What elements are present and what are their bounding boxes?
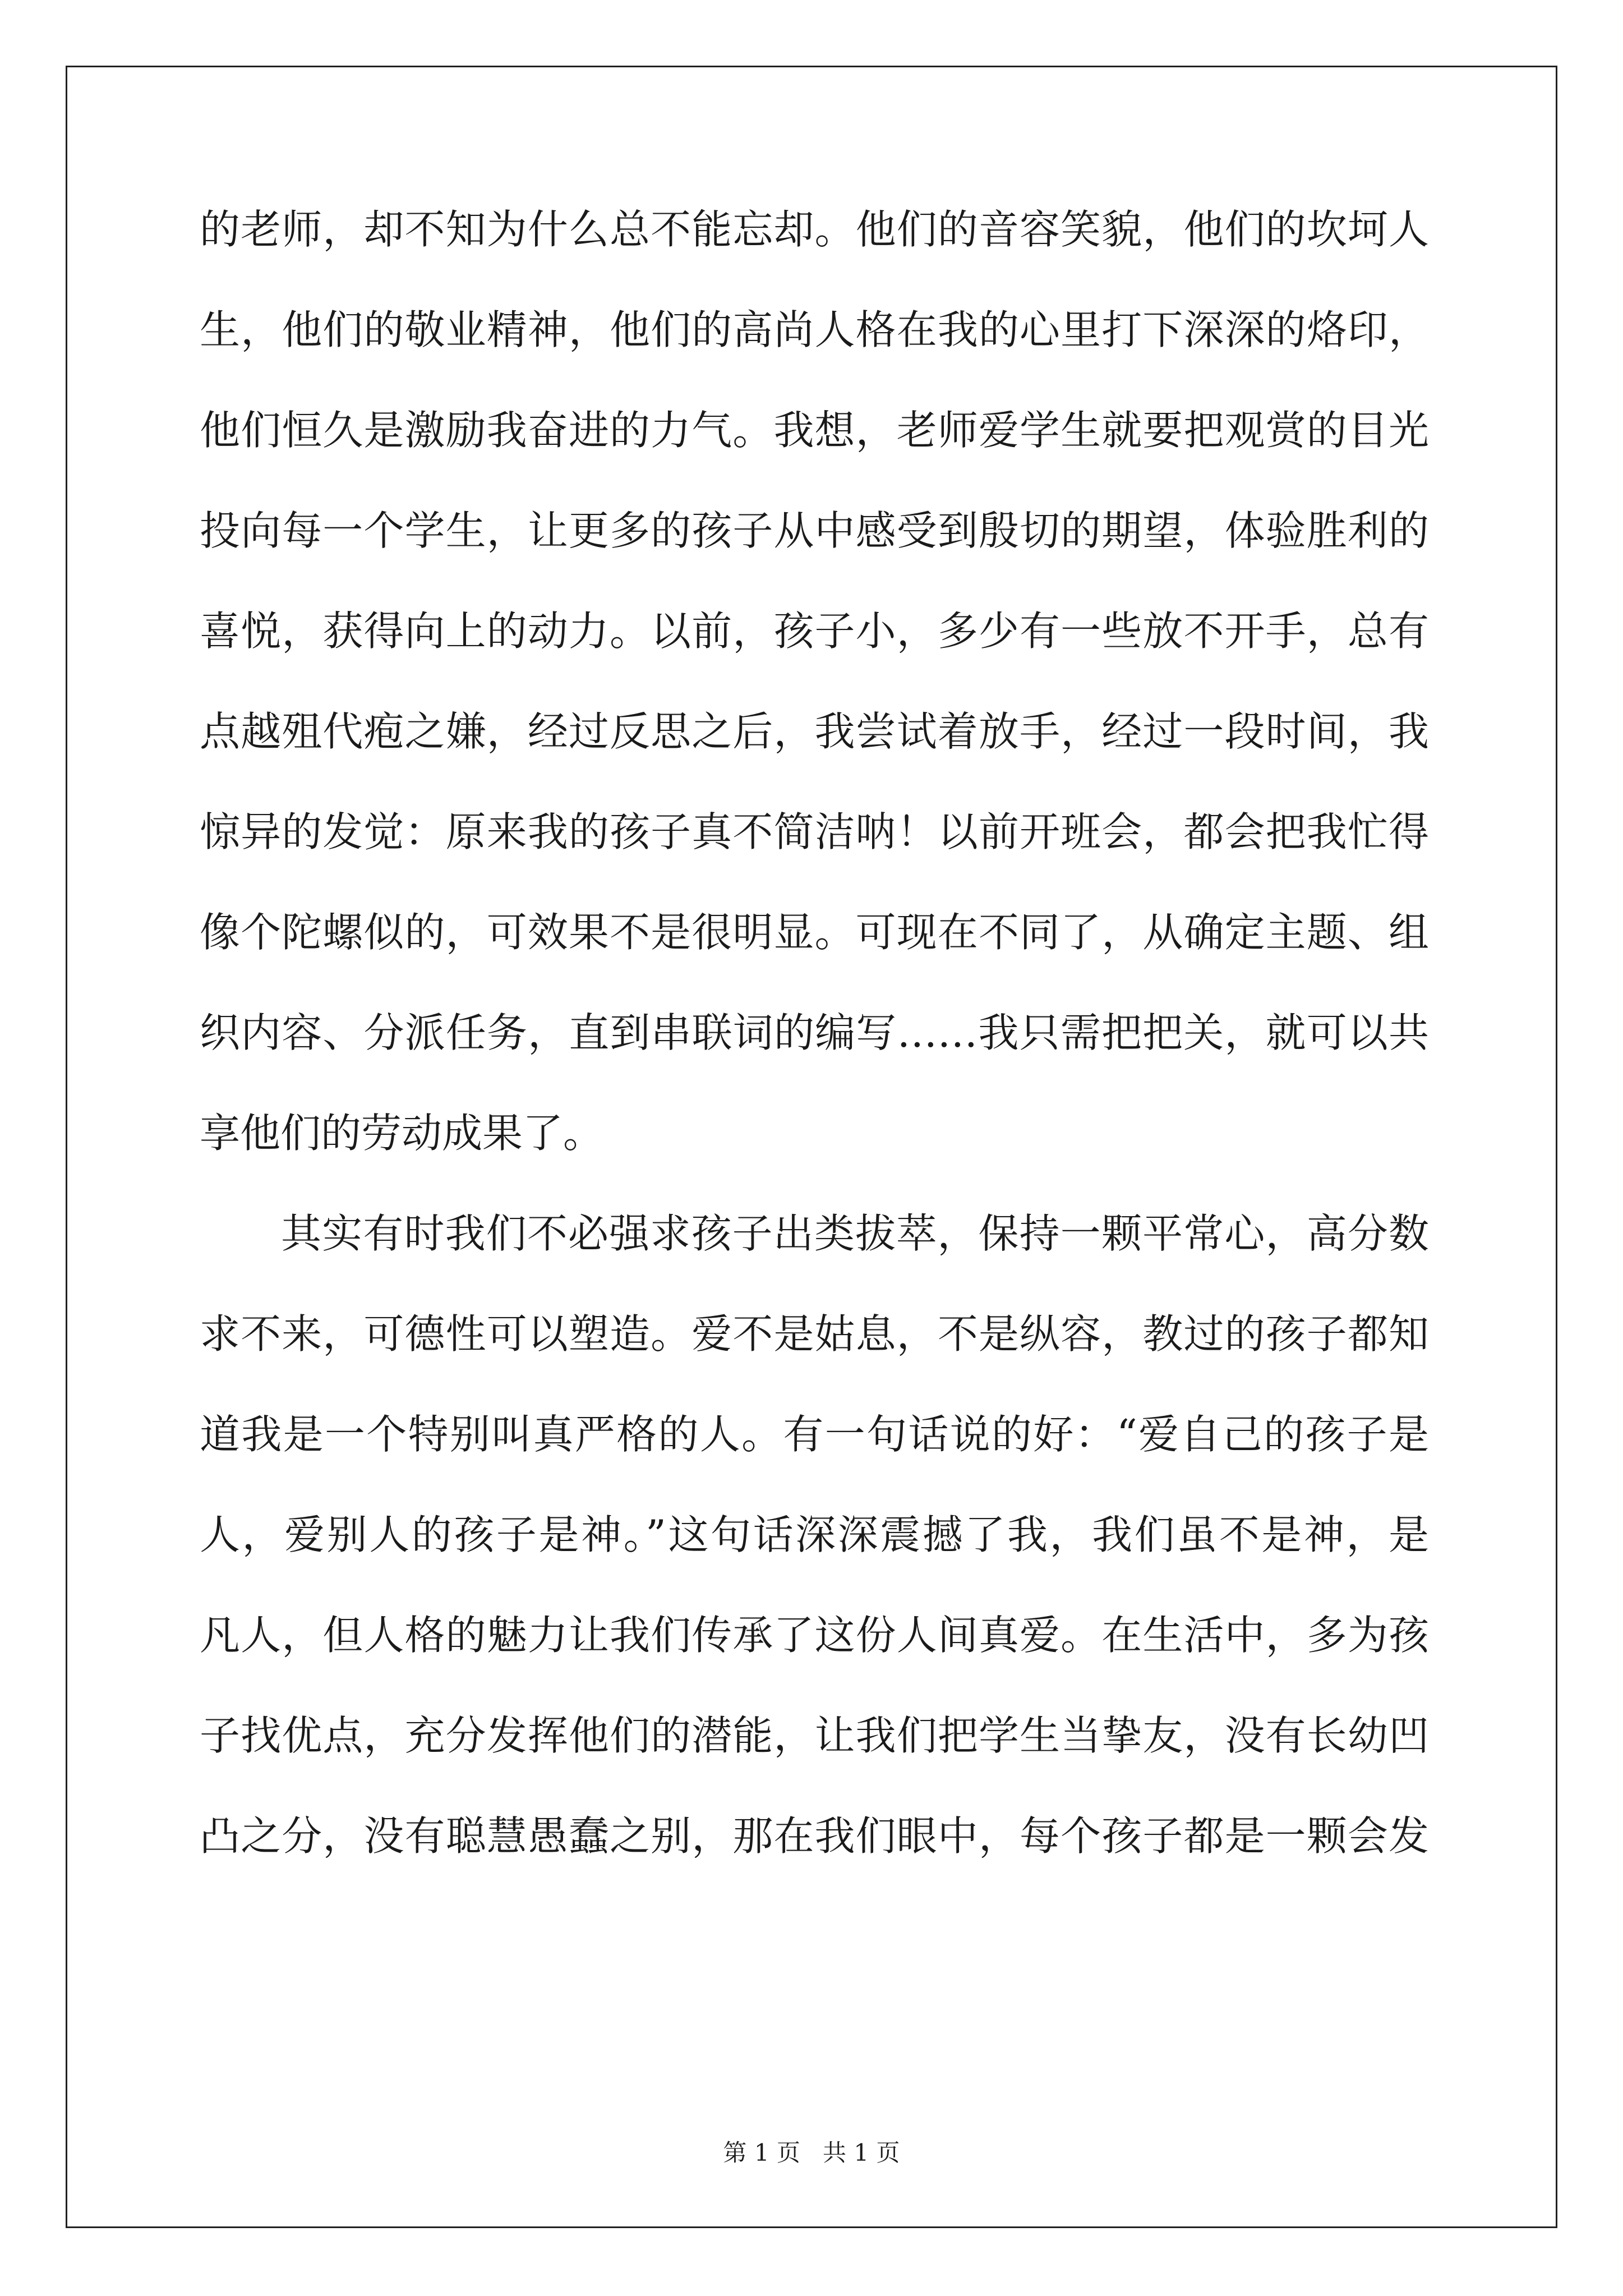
paragraph-end-line: 享他们的劳动成果了。	[200, 1110, 604, 1157]
text-line: 的老师，却不知为什么总不能忘却。他们的音容笑貌，他们的坎坷人	[200, 206, 1429, 253]
text-line: 织内容、分派任务，直到串联词的编写……我只需把把关，就可以共	[200, 1009, 1429, 1056]
text-line: 他们恒久是激励我奋进的力气。我想，老师爱学生就要把观赏的目光	[200, 407, 1429, 454]
text-line: 惊异的发觉：原来我的孩子真不简洁呐！以前开班会，都会把我忙得	[200, 808, 1429, 855]
text-line: 凡人，但人格的魅力让我们传承了这份人间真爱。在生活中，多为孩	[200, 1612, 1429, 1659]
text-line: 点越殂代疱之嫌，经过反思之后，我尝试着放手，经过一段时间，我	[200, 708, 1429, 755]
page-footer: 第 1 页 共 1 页	[723, 2139, 900, 2166]
paragraph-start-line: 其实有时我们不必强求孩子出类拔萃，保持一颗平常心，高分数	[281, 1210, 1429, 1257]
text-line: 投向每一个学生，让更多的孩子从中感受到殷切的期望，体验胜利的	[200, 507, 1429, 554]
text-line: 生，他们的敬业精神，他们的高尚人格在我的心里打下深深的烙印，	[200, 306, 1429, 353]
document-body	[200, 206, 1429, 1916]
text-line: 喜悦，获得向上的动力。以前，孩子小，多少有一些放不开手，总有	[200, 608, 1429, 655]
text-line: 像个陀螺似的，可效果不是很明显。可现在不同了，从确定主题、组	[200, 909, 1429, 956]
text-line: 道我是一个特别叫真严格的人。有一句话说的好：“爱自己的孩子是	[200, 1411, 1429, 1458]
text-line: 凸之分，没有聪慧愚蠢之别，那在我们眼中，每个孩子都是一颗会发	[200, 1812, 1429, 1860]
text-line: 人，爱别人的孩子是神。”这句话深深震撼了我，我们虽不是神，是	[200, 1511, 1429, 1558]
text-line: 求不来，可德性可以塑造。爱不是姑息，不是纵容，教过的孩子都知	[200, 1310, 1429, 1358]
text-line: 子找优点，充分发挥他们的潜能，让我们把学生当挚友，没有长幼凹	[200, 1712, 1429, 1759]
